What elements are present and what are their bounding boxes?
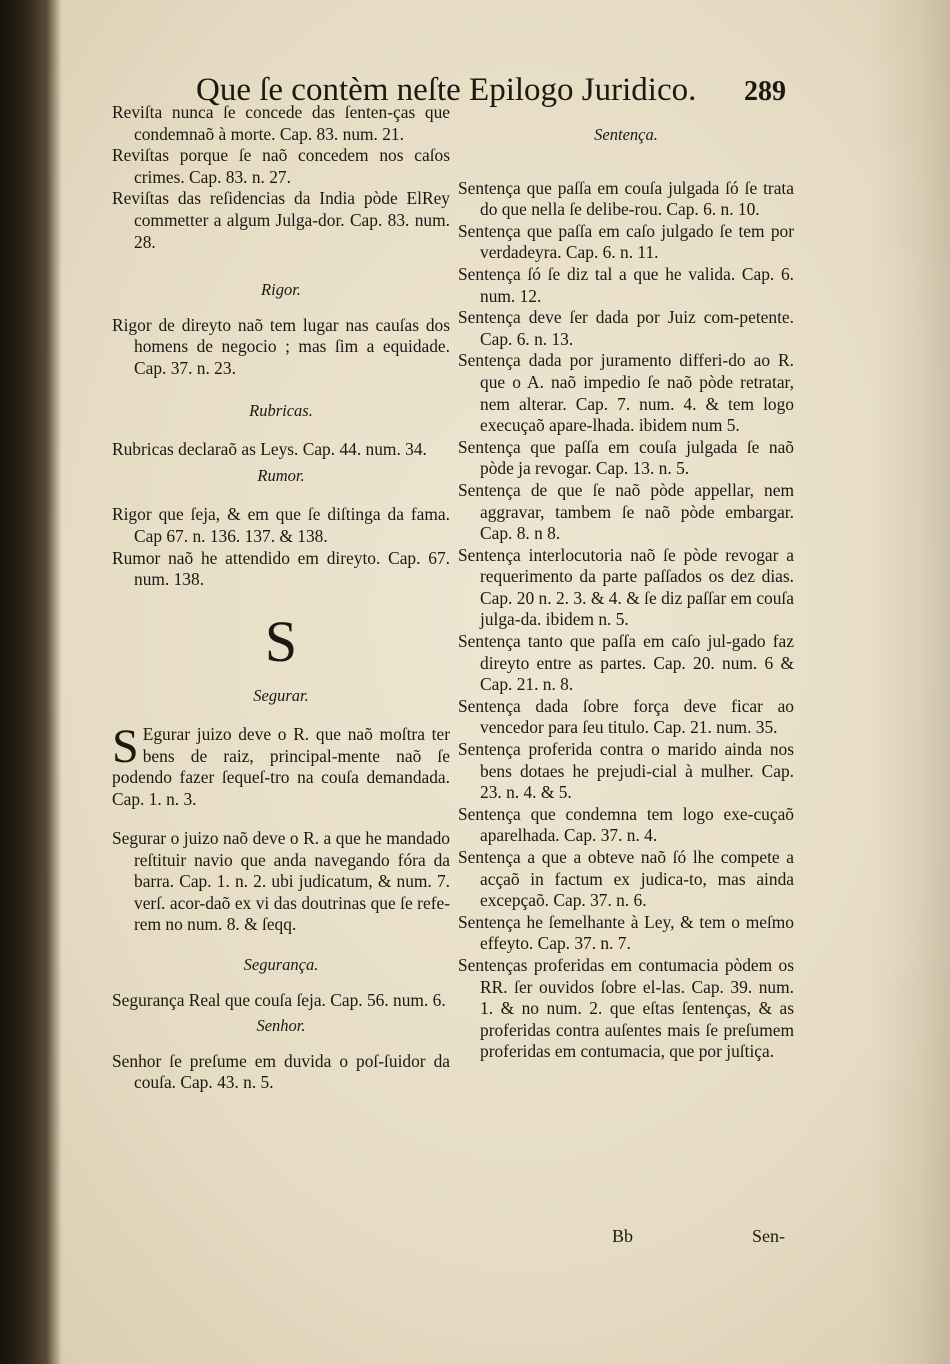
index-entry: Sentença proferida contra o marido ainda nos bens dotaes he prejudi-cial à mulher. Cap. 23. n. 4. & 5. (458, 739, 794, 803)
index-entry: Rigor que ſeja, & em que ſe diſtinga da fama. Cap 67. n. 136. 137. & 138. (112, 504, 450, 546)
index-entry: Sentença dada ſobre força deve ficar ao vencedor para ſeu titulo. Cap. 21. num. 35. (458, 695, 794, 738)
section-heading-rubricas: Rubricas. (249, 400, 313, 420)
index-entry: Rubricas declaraõ as Leys. Cap. 44. num. 34. (112, 439, 427, 460)
index-entry-first (112, 720, 450, 810)
drop-cap: S (112, 720, 139, 774)
page-number: 289 (744, 76, 786, 107)
index-entry: Sentença dada por juramento differi-do ao R. que o A. naõ impedio ſe naõ pòde retratar, nem alterar. Cap. 7. num. 4. & tem logo execuçaõ apare-lhada. ibidem num 5. (458, 350, 794, 436)
index-entry: Sentença tanto que paſſa em caſo jul-gado faz direyto entre as partes. Cap. 20. num. 6 & Cap. 21. n. 8. (458, 631, 794, 695)
header-title: Que ſe contèm neſte Epilogo Juridico. (196, 72, 697, 108)
index-entry: Segurar o juizo naõ deve o R. a que he mandado reſtituir navio que anda navegando fóra da barra. Cap. 1. n. 2. ubi judicatum, & num. 7. verſ. acor-daõ ex vi das doutrinas que ſe refe-rem no num. 8. & ſeqq. (112, 828, 450, 935)
index-entry: Reviſtas porque ſe naõ concedem nos caſos crimes. Cap. 83. n. 27. (112, 145, 450, 187)
entry-text: Egurar juizo deve o R. que naõ moſtra ter bens de raiz, principal-mente naõ ſe podendo fazer ſequeſ-tro na couſa demandada. Cap. 1. n. 3. (112, 724, 450, 810)
index-entry: Sentença que paſſa em caſo julgado ſe tem por verdadeyra. Cap. 6. n. 11. (458, 220, 794, 263)
index-entry: Sentença de que ſe naõ pòde appellar, nem aggravar, tambem ſe naõ pòde embargar. Cap. 8. n 8. (458, 479, 794, 544)
left-column (112, 102, 450, 1094)
catchword: Sen- (752, 1226, 785, 1246)
index-entry: Senhor ſe preſume em duvida o poſ-ſuidor da couſa. Cap. 43. n. 5. (112, 1050, 450, 1093)
section-heading-sentenca: Sentença. (594, 125, 658, 144)
index-entry: Sentença que paſſa em couſa julgada ſó ſe trata do que nella ſe delibe-rou. Cap. 6. n. 10. (458, 177, 794, 220)
index-entry: Sentença que condemna tem logo exe-cuçaõ aparelhada. Cap. 37. n. 4. (458, 803, 794, 846)
right-column (458, 100, 794, 1063)
index-entry: Rigor de direyto naõ tem lugar nas cauſas dos homens de negocio ; mas ſim a equidade. Cap. 37. n. 23. (112, 314, 450, 378)
index-entry: Sentença deve ſer dada por Juiz com-petente. Cap. 6. n. 13. (458, 307, 794, 349)
book-binding-edge (0, 0, 62, 1364)
section-heading-segurar: Segurar. (253, 685, 309, 705)
index-entry: Reviſta nunca ſe concede das ſenten-ças que condemnaõ à morte. Cap. 83. num. 21. (112, 102, 450, 144)
index-entry: Sentença interlocutoria naõ ſe pòde revogar a requerimento da parte paſſados os dez dias. Cap. 20 n. 2. 3. & 4. & ſe diz paſſar em couſa julga-da. ibidem n. 5. (458, 544, 794, 630)
index-entry: Rumor naõ he attendido em direyto. Cap. 67. num. 138. (112, 547, 450, 590)
index-entry: Sentença ſó ſe diz tal a que he valida. Cap. 6. num. 12. (458, 263, 794, 306)
index-entry: Sentença a que a obteve naõ ſó lhe compete a acçaõ in factum ex judica-to, mas ainda excepçaõ. Cap. 37. n. 6. (458, 847, 794, 911)
index-entry: Segurança Real que couſa ſeja. Cap. 56. num. 6. (112, 989, 446, 1010)
section-heading-seguranca: Segurança. (243, 955, 319, 975)
section-heading-senhor: Senhor. (256, 1016, 306, 1036)
index-entry: Reviſtas das reſidencias da India pòde ElRey commetter a algum Julga-dor. Cap. 83. num. 28. (112, 188, 450, 252)
index-entry: Sentença he ſemelhante à Ley, & tem o meſmo effeyto. Cap. 37. n. 7. (458, 911, 794, 954)
section-heading-rumor: Rumor. (257, 465, 305, 485)
section-heading-rigor: Rigor. (261, 280, 301, 300)
index-entry: Sentença que paſſa em couſa julgada ſe naõ pòde ja revogar. Cap. 13. n. 5. (458, 436, 794, 479)
signature-mark: Bb (612, 1226, 634, 1246)
index-entry: Sentenças proferidas em contumacia pòdem os RR. ſer ouvidos ſobre el-las. Cap. 39. num. 1. & no num. 2. que eſtas ſentenças, & as proferidas contra auſentes mais ſe preſumem proferidas em contumacia, que por juſtiça. (458, 954, 794, 1062)
section-letter: S (264, 608, 298, 674)
page-fold-shadow (870, 0, 950, 1364)
